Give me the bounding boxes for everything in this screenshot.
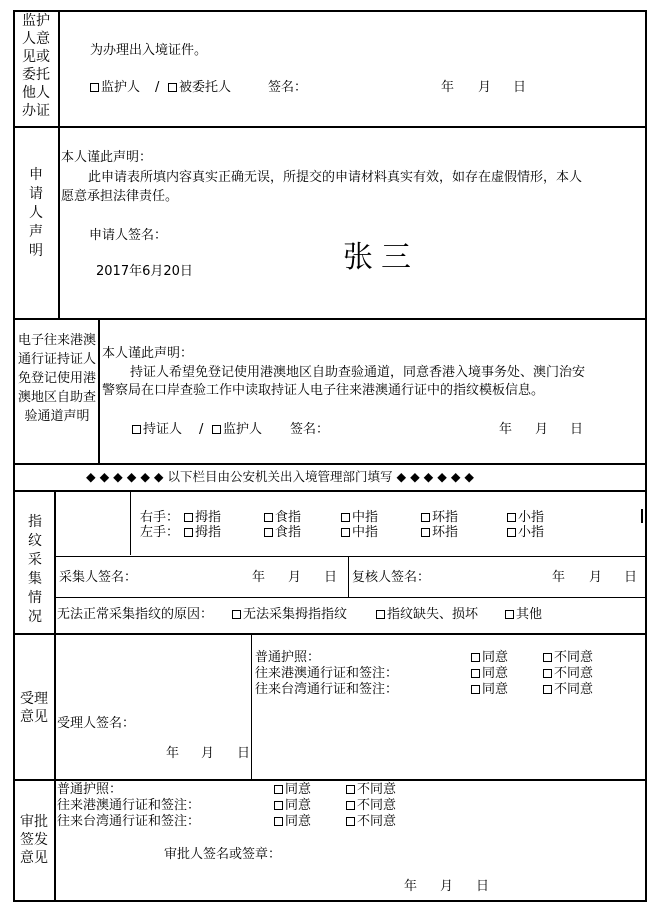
- echannel-date-month: 月: [535, 422, 549, 437]
- reviewer-sign-label: 复核人签名：: [352, 570, 431, 585]
- echannel-statement-line2: 警察局在口岸查验工作中读取持证人电子往来港澳通行证中的指纹模板信息。: [102, 383, 545, 398]
- checkbox-icon[interactable]: [232, 610, 241, 619]
- approval-passport-agree[interactable]: 同意: [274, 782, 311, 798]
- label-column-divider-echannel: [98, 318, 100, 463]
- approval-section-label: 审批签发意见: [20, 814, 48, 866]
- acceptance-date-day: 日: [237, 746, 251, 761]
- acceptance-hk-macau-agree[interactable]: 同意: [471, 666, 508, 682]
- reviewer-date-day: 日: [624, 570, 638, 585]
- collector-date-month: 月: [288, 570, 302, 585]
- checkbox-icon[interactable]: [346, 801, 355, 810]
- checkbox-icon[interactable]: [421, 513, 430, 522]
- approval-date-year: 年: [404, 879, 418, 894]
- checkbox-icon[interactable]: [90, 83, 99, 92]
- checkbox-icon[interactable]: [264, 513, 273, 522]
- guardian-date-month: 月: [478, 80, 492, 95]
- echannel-option-guardian[interactable]: 监护人: [212, 422, 262, 438]
- guardian-statement: 为办理出入境证件。: [90, 43, 208, 58]
- applicant-date: 2017年6月20日: [96, 264, 193, 279]
- collector-date-year: 年: [252, 570, 266, 585]
- fingerprint-inner-separator: [54, 556, 647, 557]
- acceptance-passport-disagree[interactable]: 不同意: [543, 650, 593, 666]
- guardian-date-day: 日: [513, 80, 527, 95]
- fingerprint-inner-separator: [54, 597, 647, 598]
- approval-item-taiwan: 往来台湾通行证和签注：: [57, 814, 201, 829]
- label-column-divider-lower: [54, 490, 56, 902]
- echannel-date-year: 年: [499, 422, 513, 437]
- checkbox-icon[interactable]: [471, 653, 480, 662]
- reason-label: 无法正常采集指纹的原因：: [57, 607, 214, 622]
- row-separator: [13, 633, 647, 635]
- applicant-heading: 本人谨此声明：: [61, 150, 153, 165]
- echannel-option-holder[interactable]: 持证人: [132, 422, 182, 438]
- guardian-date-year: 年: [441, 80, 455, 95]
- checkbox-icon[interactable]: [421, 528, 430, 537]
- checkbox-icon[interactable]: [543, 669, 552, 678]
- collector-sign-label: 采集人签名：: [59, 570, 138, 585]
- left-ring-checkbox[interactable]: 环指: [421, 525, 458, 541]
- applicant-statement-line1: 此申请表所填内容真实正确无误，所提交的申请材料真实有效，如存在虚假情形，本人: [88, 170, 583, 185]
- acceptance-item-taiwan: 往来台湾通行证和签注：: [255, 682, 399, 697]
- applicant-sign-label: 申请人签名：: [89, 228, 168, 243]
- acceptance-taiwan-disagree[interactable]: 不同意: [543, 682, 593, 698]
- right-little-checkbox[interactable]: 小指: [507, 510, 544, 526]
- left-index-checkbox[interactable]: 食指: [264, 525, 301, 541]
- acceptance-sign-label: 受理人签名：: [57, 716, 136, 731]
- collector-reviewer-divider: [348, 556, 349, 597]
- left-little-checkbox[interactable]: 小指: [507, 525, 544, 541]
- checkbox-icon[interactable]: [346, 785, 355, 794]
- left-hand-label: 左手：: [140, 525, 180, 540]
- checkbox-icon[interactable]: [471, 669, 480, 678]
- acceptance-hk-macau-disagree[interactable]: 不同意: [543, 666, 593, 682]
- checkbox-icon[interactable]: [168, 83, 177, 92]
- acceptance-date-year: 年: [166, 746, 180, 761]
- acceptance-date-month: 月: [201, 746, 215, 761]
- right-ring-checkbox[interactable]: 环指: [421, 510, 458, 526]
- applicant-statement-line2: 愿意承担法律责任。: [61, 189, 179, 204]
- row-separator: [13, 779, 647, 781]
- reviewer-date-month: 月: [589, 570, 603, 585]
- approval-taiwan-agree[interactable]: 同意: [274, 814, 311, 830]
- checkbox-icon[interactable]: [505, 610, 514, 619]
- approval-date-month: 月: [440, 879, 454, 894]
- echannel-sign-label: 签名：: [290, 422, 330, 437]
- collector-date-day: 日: [324, 570, 338, 585]
- left-thumb-checkbox[interactable]: 拇指: [184, 525, 221, 541]
- approval-hk-macau-disagree[interactable]: 不同意: [346, 798, 396, 814]
- checkbox-icon[interactable]: [274, 817, 283, 826]
- checkbox-icon[interactable]: [507, 528, 516, 537]
- checkbox-icon[interactable]: [346, 817, 355, 826]
- right-thumb-checkbox[interactable]: 拇指: [184, 510, 221, 526]
- row-separator: [13, 126, 647, 128]
- form-frame: [13, 10, 647, 902]
- checkbox-icon[interactable]: [341, 528, 350, 537]
- checkbox-icon[interactable]: [341, 513, 350, 522]
- reason-no-thumb-checkbox[interactable]: 无法采集拇指指纹: [232, 607, 347, 623]
- checkbox-icon[interactable]: [212, 425, 221, 434]
- guardian-option-entrusted[interactable]: 被委托人: [168, 80, 231, 96]
- edge-mark: [641, 509, 643, 523]
- guardian-separator: /: [155, 80, 160, 95]
- police-only-banner: ◆ ◆ ◆ ◆ ◆ ◆ 以下栏目由公安机关出入境管理部门填写 ◆ ◆ ◆ ◆ ◆ ◆: [86, 469, 475, 484]
- row-separator: [13, 490, 647, 492]
- echannel-statement-line1: 持证人希望免登记使用港澳地区自助查验通道，同意香港入境事务处、澳门治安: [130, 365, 586, 380]
- acceptance-passport-agree[interactable]: 同意: [471, 650, 508, 666]
- acceptance-item-hk-macau: 往来港澳通行证和签注：: [255, 666, 399, 681]
- approval-sign-label: 审批人签名或签章：: [164, 847, 282, 862]
- approval-hk-macau-agree[interactable]: 同意: [274, 798, 311, 814]
- applicant-section-label: 申请人声明: [29, 167, 43, 259]
- checkbox-icon[interactable]: [274, 801, 283, 810]
- guardian-option-guardian[interactable]: 监护人: [90, 80, 140, 96]
- approval-item-passport: 普通护照：: [57, 782, 123, 797]
- acceptance-inner-divider: [251, 633, 252, 779]
- reviewer-date-year: 年: [552, 570, 566, 585]
- right-index-checkbox[interactable]: 食指: [264, 510, 301, 526]
- applicant-signature: 张三: [343, 240, 419, 275]
- approval-taiwan-disagree[interactable]: 不同意: [346, 814, 396, 830]
- checkbox-icon[interactable]: [507, 513, 516, 522]
- row-separator: [13, 318, 647, 320]
- echannel-heading: 本人谨此声明：: [102, 346, 194, 361]
- reason-other-checkbox[interactable]: 其他: [505, 607, 542, 623]
- acceptance-taiwan-agree[interactable]: 同意: [471, 682, 508, 698]
- guardian-section-label: 监护人意见或委托他人办证: [22, 13, 50, 119]
- checkbox-icon[interactable]: [376, 610, 385, 619]
- approval-date-day: 日: [476, 879, 490, 894]
- checkbox-icon[interactable]: [543, 653, 552, 662]
- checkbox-icon[interactable]: [184, 528, 193, 537]
- checkbox-icon[interactable]: [132, 425, 141, 434]
- fingerprint-section-label: 指纹采集情况: [28, 514, 42, 625]
- echannel-separator: /: [199, 422, 204, 437]
- checkbox-icon[interactable]: [471, 685, 480, 694]
- right-hand-label: 右手：: [140, 510, 180, 525]
- acceptance-item-passport: 普通护照：: [255, 650, 321, 665]
- left-middle-checkbox[interactable]: 中指: [341, 525, 378, 541]
- acceptance-section-label: 受理意见: [20, 691, 48, 725]
- checkbox-icon[interactable]: [543, 685, 552, 694]
- row-separator: [13, 463, 647, 465]
- echannel-date-day: 日: [570, 422, 584, 437]
- fingerprint-inner-divider: [130, 490, 131, 555]
- guardian-sign-label: 签名：: [268, 80, 308, 95]
- reason-missing-checkbox[interactable]: 指纹缺失、损坏: [376, 607, 478, 623]
- checkbox-icon[interactable]: [264, 528, 273, 537]
- approval-passport-disagree[interactable]: 不同意: [346, 782, 396, 798]
- echannel-section-label: 电子往来港澳通行证持证人免登记使用港澳地区自助查验通道声明: [17, 333, 96, 424]
- right-middle-checkbox[interactable]: 中指: [341, 510, 378, 526]
- approval-item-hk-macau: 往来港澳通行证和签注：: [57, 798, 201, 813]
- label-column-divider: [58, 10, 60, 318]
- checkbox-icon[interactable]: [184, 513, 193, 522]
- checkbox-icon[interactable]: [274, 785, 283, 794]
